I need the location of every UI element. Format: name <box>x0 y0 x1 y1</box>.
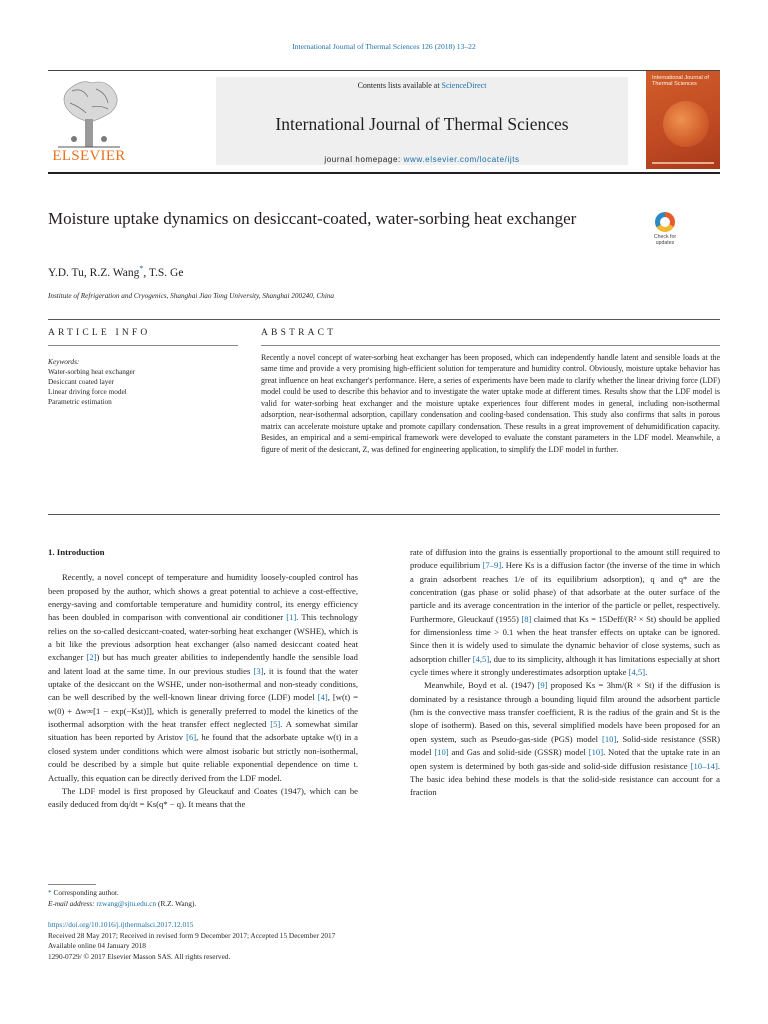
homepage-link[interactable]: www.elsevier.com/locate/ijts <box>403 155 520 164</box>
citation-link[interactable]: [1] <box>286 612 297 623</box>
cover-footer-bar <box>652 162 714 164</box>
available-online: Available online 04 January 2018 <box>48 941 146 951</box>
citation-link[interactable]: [8] <box>521 613 532 624</box>
citation-link[interactable]: [2] <box>86 652 97 663</box>
citation-link[interactable]: [10] <box>588 747 604 758</box>
cover-title: International Journal of Thermal Sciences <box>652 75 709 88</box>
elsevier-wordmark: ELSEVIER <box>52 148 126 164</box>
footnote-marker: * <box>48 888 52 897</box>
email-suffix: (R.Z. Wang). <box>156 898 197 908</box>
body-column-right <box>410 546 720 800</box>
journal-title: International Journal of Thermal Sciences <box>275 114 569 134</box>
citation-link[interactable]: [10] <box>434 747 449 758</box>
homepage-prefix: journal homepage: <box>324 155 404 164</box>
citation-link[interactable]: [4] <box>317 692 328 703</box>
author-affiliation: Institute of Refrigeration and Cryogenics, Shanghai Jiao Tong University, Shanghai 200240, China <box>48 292 335 300</box>
masthead <box>48 70 720 170</box>
copyright-notice: 1290-0729/ © 2017 Elsevier Masson SAS. All rights reserved. <box>48 951 231 961</box>
corresponding-author-footnote <box>48 888 448 909</box>
cover-artwork <box>663 101 709 147</box>
journal-homepage <box>216 155 628 164</box>
check-for-updates-label: Check for updates <box>653 234 677 246</box>
citation-link[interactable]: [7–9] <box>482 560 502 571</box>
journal-cover-image[interactable] <box>646 71 720 169</box>
keyword-item: Parametric estimation <box>48 397 112 406</box>
journal-reference[interactable]: International Journal of Thermal Sciences 126 (2018) 13–22 <box>292 42 476 51</box>
abstract-underline <box>261 345 720 346</box>
citation-link[interactable]: [10–14] <box>690 760 718 771</box>
keyword-item: Water-sorbing heat exchanger <box>48 367 136 376</box>
citation-link[interactable]: [5] <box>270 719 281 730</box>
citation-link[interactable]: [10] <box>601 733 617 744</box>
footnote-divider <box>48 884 96 885</box>
abstract-heading: ABSTRACT <box>261 328 337 338</box>
email-link[interactable]: rzwang@sjtu.edu.cn <box>96 898 157 908</box>
section-heading-introduction: 1. Introduction <box>48 547 105 557</box>
authors-rest: , T.S. Ge <box>143 266 184 279</box>
citation-link[interactable]: [3] <box>253 665 264 676</box>
footnote-text: Corresponding author. <box>51 888 119 897</box>
keywords-label: Keywords: <box>48 357 80 366</box>
authors-first: Y.D. Tu, R.Z. Wang <box>48 266 140 279</box>
body-paragraph: Meanwhile, Boyd et al. (1947) [9] proposed Ks = 3hm/(R × St) if the diffusion is dominated by a resistance through a bounding liquid film around the adsorbent particle (hm is the convective mass transfer coefficient, R is the radius of the grain and St is the slope of isotherm). Based on this, several simplified models have been proposed for an open system, such as Pseudo-gas-side (PGS) model [10], Solid-side resistance (SSR) model [10] and Gas and solid-side (GSSR) model [10]. Noted that the uptake rate in an open system is determined by both gas-side and solid-side diffusion resistance [10–14]. The basic idea behind these models is that the solid-side resistance can account for a fraction <box>410 680 721 798</box>
publication-info <box>48 920 548 962</box>
citation-link[interactable]: [4,5] <box>472 653 490 664</box>
abstract-text: Recently a novel concept of water-sorbing heat exchanger has been proposed, which can independently handle latent and sensible loads at the same time and provide a very promising high-efficient solution for temperature and humidity control. Obviously, moisture uptake behavior has great influence on heat exchanger's performance. Here, a series of experiments have been made to clarify whether the linear driving force (LDF) model could be used to describe this behavior and to investigate the water uptake mode at different times. Results show that the LDF model is valid for water-sorbing heat exchanger and the moisture uptake experiences four different modes in general, including non-isothermal adsorption, near-isothermal adsorption, capillary condensation and cooling-based condensation. This study also confirms that salts in porous matrix can accelerate moisture uptake and promote capillary condensation. These results in a great improvement of dehumidification capacity. Besides, an empirical and a semi-empirical framework were developed to evaluate the constant parameters in the LDF model. Meanwhile, a figure of merit of the desiccant, Z, was defined for engineering application, to simplify the LDF model in further. <box>261 353 720 454</box>
author-list <box>48 264 183 279</box>
abstract-bottom-divider <box>48 514 720 515</box>
keywords-block <box>48 357 238 407</box>
article-info-heading: ARTICLE INFO <box>48 328 151 338</box>
keyword-item: Linear driving force model <box>48 387 127 396</box>
contents-prefix: Contents lists available at <box>357 81 442 90</box>
body-paragraph: rate of diffusion into the grains is essentially proportional to the amount still required to produce equilibrium [7–9]. Here Ks is a diffusion factor (the inverse of the time in which a grain adsorbent reaches 1/e of its equilibrium adsorption), q and q* are the concentration (gas phase or solid phase) of that adsorbate at the outer surface of the particle and its average concentration in the interior of the particle or pellet, respectively. Furthermore, Gleuckauf (1955) [8] claimed that Ks = 15Deff/(R² × St) should be applied for dimensionless time > 0.1 when the heat transfer effects on uptake can be ignored. Since then it is widely used to simulate the dynamic behavior of close systems, such as adsorption chiller [4,5], due to its simplicity, although it has limitations especially at short cycle times where it strongly underestimates adsorption uptake [4,5]. <box>410 547 721 678</box>
article-info-underline <box>48 345 238 346</box>
sciencedirect-link[interactable]: ScienceDirect <box>441 81 487 90</box>
body-paragraph: The LDF model is first proposed by Gleuckauf and Coates (1947), which can be easily deduced from dq/dt = Ks(q* − q). It means that the <box>48 785 358 810</box>
email-label: E-mail address: <box>48 898 97 908</box>
elsevier-logo <box>48 77 130 167</box>
body-paragraph: Recently, a novel concept of temperature and humidity loosely-coupled control has been proposed by the author, which shows a great potential to achieve a cost-effective, energy-saving and comfortable temperature and humidity control, its energy efficiency has been doubled in comparison with conventional air conditioner [1]. This technology relies on the so-called desiccant-coated, water-sorbing heat exchanger (WSHE), which is a bit like the previous adsorption heat exchanger (also named desiccant coated heat exchanger [2]) but has much greater abilities to independently handle the sensible load and latent load at the same time. In our previous studies [3], it is found that the water uptake of the desiccant on the WSHE, under non-isothermal and non-steady conditions, can be well described by the well-known linear driving force (LDF) model [4], [w(t) = w(0) + Δw∞[1 − exp(−Kst)]], which is generally preferred to model the kinetics of the isothermal adsorption with the heat transfer effect neglected [5]. A somewhat similar situation has been reported by Aristov [6], he found that the adsorbate uptake w(t) in a closed system under conditions which were almost isobaric but strictly non-isothermal, could be described by a simple but quite reliable exponential dependence on time t. Actually, this equation can be directly derived from the LDF model. <box>48 572 358 783</box>
citation-link[interactable]: [9] <box>537 680 548 691</box>
body-column-left <box>48 546 358 812</box>
doi-link[interactable]: https://doi.org/10.1016/j.ijthermalsci.2017.12.015 <box>48 920 194 929</box>
citation-link[interactable]: [6] <box>186 732 197 743</box>
crossmark-icon <box>655 212 675 232</box>
check-for-updates-badge[interactable] <box>645 212 685 258</box>
info-top-divider <box>48 319 720 320</box>
elsevier-tree-icon <box>52 77 126 149</box>
masthead-divider <box>48 172 720 174</box>
contents-line <box>216 81 628 90</box>
citation-link[interactable]: [4,5] <box>628 667 646 678</box>
article-title: Moisture uptake dynamics on desiccant-coated, water-sorbing heat exchanger <box>48 209 577 228</box>
keyword-item: Desiccant coated layer <box>48 377 115 386</box>
corresponding-author-marker[interactable]: * <box>139 264 144 273</box>
received-dates: Received 28 May 2017; Received in revised form 9 December 2017; Accepted 15 December 2017 <box>48 930 336 940</box>
journal-banner <box>216 77 628 165</box>
